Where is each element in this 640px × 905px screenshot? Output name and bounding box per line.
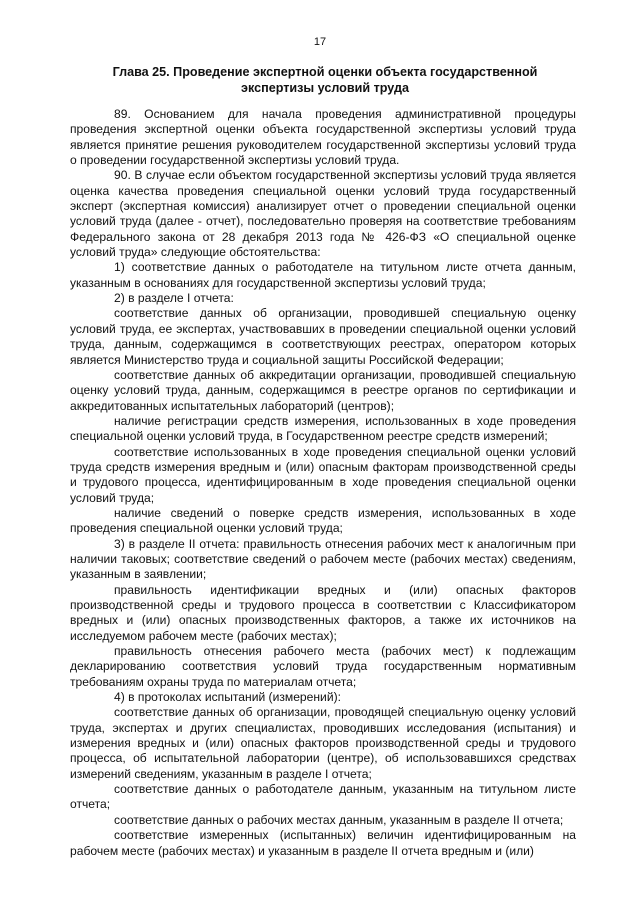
paragraph: наличие сведений о поверке средств измерения, использованных в ходе проведения специальной оценки условий труда; [70,505,576,536]
list-item-1: 1) соответствие данных о работодателе на титульном листе отчета данным, указанным в основаниях для государственной экспертизы условий труда; [70,260,576,290]
paragraph: соответствие данных об аккредитации организации, проводившей специальную оценку условий труда, данным, содержащимся в реестре органов по сертификации и аккредитованных испытательных лабораторий (центров); [70,367,576,413]
list-item-2: 2) в разделе I отчета: [114,291,234,306]
paragraph: правильность идентификации вредных и (или) опасных факторов производственной среды и трудового процесса в соответствии с Классификатором вредных и (или) опасных производственных факторов, а также их источников на исследуемом рабочем месте (рабочих местах); [70,582,576,643]
page-number: 17 [313,36,327,48]
paragraph: соответствие данных об организации, проводившей специальную оценку условий труда, ее экспертах, участвовавших в проведении специальной оценки условий труда, данным, содержащимся в соответствующих реестрах, оператором которых является Министерство труда и социальной защиты Российской Федерации; [70,306,576,367]
list-item-4: 4) в протоколах испытаний (измерений): [114,690,341,705]
paragraph: соответствие данных о рабочих местах данным, указанным в разделе II отчета; [114,812,564,827]
body-text [70,107,576,859]
paragraph: наличие регистрации средств измерения, использованных в ходе проведения специальной оценки условий труда, в Государственном реестре средств измерений; [70,413,576,444]
paragraph: соответствие данных о работодателе данным, указанным на титульном листе отчета; [70,782,576,812]
paragraph-90: 90. В случае если объектом государственной экспертизы условий труда является оценка качества проведения специальной оценки условий труда государственный эксперт (экспертная комиссия) анализирует отчет о проведении специальной оценки условий труда (далее - отчет), последовательно проверяя на соответствие требованиям Федерального закона от 28 декабря 2013 года № 426-ФЗ «О специальной оценке условий труда» следующие обстоятельства: [70,168,576,260]
paragraph: соответствие данных об организации, проводящей специальную оценку условий труда, экспертах и других специалистах, проводивших исследования (испытания) и измерения вредных и (или) опасных факторов производственной среды и трудового процесса, об испытательной лаборатории (центре), об использовавшихся средствах измерений сведениям, указанным в разделе I отчета; [70,705,576,781]
chapter-title: Глава 25. Проведение экспертной оценки объекта государственной экспертизы условий труда [112,65,538,95]
paragraph: соответствие использованных в ходе проведения специальной оценки условий труда средств измерения вредным и (или) опасным факторам производственной среды и трудового процесса, идентифицированным в ходе проведения специальной оценки условий труда; [70,444,576,505]
list-item-3: 3) в разделе II отчета: правильность отнесения рабочих мест к аналогичным при наличии таковых; соответствие сведений о рабочем месте (рабочих местах) сведениям, указанным в заявлении; [70,536,576,582]
paragraph: соответствие измеренных (испытанных) величин идентифицированным на рабочем месте (рабочих местах) и указанным в разделе II отчета вредным и (или) [70,828,576,858]
paragraph-89: 89. Основанием для начала проведения административной процедуры проведения экспертной оценки объекта государственной экспертизы условий труда является принятие решения руководителем государственной экспертизы условий труда о проведении государственной экспертизы условий труда. [70,107,576,168]
paragraph: правильность отнесения рабочего места (рабочих мест) к подлежащим декларированию соответствия условий труда государственным нормативным требованиям охраны труда по материалам отчета; [70,644,576,689]
